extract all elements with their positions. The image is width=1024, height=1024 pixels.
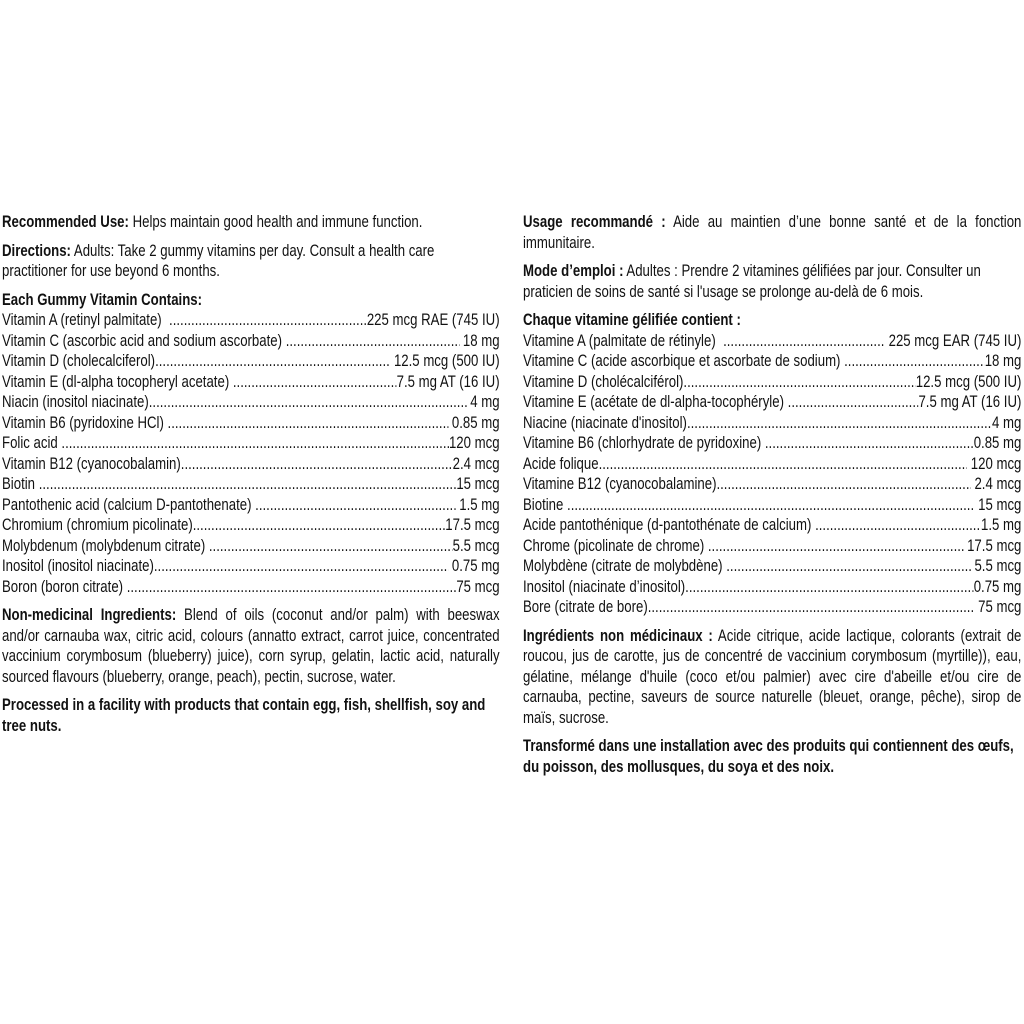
ingredient-row <box>2 413 500 434</box>
ingredient-name: Niacin (inositol niacinate) <box>2 393 149 411</box>
ingredient-row <box>2 454 500 475</box>
ingredient-row <box>523 454 1021 475</box>
ingredient-name: Vitamin C (ascorbic acid and sodium ascorbate) <box>2 331 286 350</box>
ingredient-name: Bore (citrate de bore) <box>523 598 648 616</box>
ingredient-amount: 75 mcg <box>456 577 500 596</box>
ingredient-name: Vitamin E (dl-alpha tocopheryl acetate) <box>2 372 233 391</box>
ingredient-row <box>523 433 1021 454</box>
non-medicinal-ingredients: Non-medicinal Ingredients: Blend of oils (coconut and/or palm) with beeswax and/or carnauba wax, citric acid, colours (annatto extract, carrot juice, concentrated vaccinium corymbosum (blueberry) juice), corn syrup, gelatin, lactic acid, naturally sourced flavours (blueberry, orange, peach), pectin, sucrose, water. <box>2 606 500 686</box>
ingredient-amount: 225 mcg RAE (745 IU) <box>366 311 500 329</box>
leader-dots <box>181 454 453 475</box>
leader-dots <box>193 515 446 536</box>
ingredient-amount: 4 mg <box>466 393 500 411</box>
ingredient-name: Vitamine C (acide ascorbique et ascorbate de sodium) <box>523 352 845 370</box>
ingredient-name: Vitamine A (palmitate de rétinyle) <box>523 331 724 350</box>
ingredient-amount: 7.5 mg AT (16 IU) <box>396 372 500 391</box>
ingredient-row <box>2 577 500 598</box>
contains-heading: Each Gummy Vitamin Contains: <box>2 290 202 309</box>
ingredient-name: Vitamin D (cholecalciferol) <box>2 352 156 370</box>
ingredient-amount: 15 mcg <box>456 475 500 493</box>
leader-dots <box>788 392 919 413</box>
ingredient-name: Vitamin B6 (pyridoxine HCl) <box>2 413 168 432</box>
ingredient-amount: 15 mcg <box>974 495 1022 514</box>
ingredient-name: Biotine <box>523 495 568 514</box>
leader-dots <box>685 577 974 598</box>
ingredient-name: Molybdène (citrate de molybdène) <box>523 557 727 575</box>
ingredient-amount: 5.5 mcg <box>452 536 500 555</box>
ingredient-amount: 120 mcg <box>967 454 1022 473</box>
ingredient-list <box>523 331 1021 618</box>
ingredient-name: Niacine (niacinate d'inositol) <box>523 413 687 432</box>
ingredient-amount: 17.5 mcg <box>963 536 1022 555</box>
ingredient-name: Acide pantothénique (d-pantothénate de calcium) <box>523 516 816 534</box>
directions: Mode d’emploi : Adultes : Prendre 2 vitamines gélifiées par jour. Consulter un praticien de soins de santé si l'usage se prolonge au-delà de 6 mois. <box>523 262 981 301</box>
ingredient-name: Vitamine E (acétate de dl-alpha-tocophéryle) <box>523 393 788 411</box>
leader-dots <box>155 351 390 372</box>
ingredient-amount: 0.75 mg <box>448 557 500 575</box>
leader-dots <box>726 556 971 577</box>
ingredient-name: Inositol (niacinate d’inositol) <box>523 577 686 596</box>
leader-dots <box>765 433 974 454</box>
ingredient-amount: 17.5 mcg <box>445 516 500 534</box>
leader-dots <box>599 454 968 475</box>
contains-heading: Chaque vitamine gélifiée contient : <box>523 311 741 329</box>
ingredient-amount: 75 mcg <box>974 598 1022 616</box>
ingredient-name: Biotin <box>2 475 39 493</box>
leader-dots <box>168 413 449 434</box>
ingredient-list <box>2 310 500 597</box>
ingredient-row <box>2 310 500 331</box>
ingredient-row <box>523 597 1021 618</box>
ingredient-row <box>2 495 500 516</box>
ingredient-row <box>523 495 1021 516</box>
leader-dots <box>149 392 467 413</box>
ingredient-amount: 2.4 mcg <box>970 475 1022 493</box>
ingredient-name: Vitamin A (retinyl palmitate) <box>2 311 170 329</box>
ingredient-name: Folic acid <box>2 434 62 452</box>
leader-dots <box>683 372 915 393</box>
ingredient-amount: 120 mcg <box>448 434 500 452</box>
ingredient-amount: 0.75 mg <box>973 577 1022 596</box>
ingredient-row <box>523 331 1021 352</box>
ingredient-row <box>523 413 1021 434</box>
ingredient-row <box>2 433 500 454</box>
french-column <box>523 212 1021 785</box>
recommended-use: Recommended Use: Helps maintain good health and immune function. <box>2 213 423 231</box>
ingredient-row <box>523 372 1021 393</box>
ingredient-row <box>2 351 500 372</box>
ingredient-amount: 5.5 mcg <box>970 557 1022 575</box>
leader-dots <box>648 597 975 618</box>
ingredient-amount: 0.85 mg <box>448 413 500 432</box>
ingredient-amount: 18 mg <box>459 331 500 350</box>
ingredient-row <box>523 515 1021 536</box>
ingredient-amount: 4 mg <box>992 413 1022 432</box>
ingredient-row <box>2 515 500 536</box>
recommended-use: Usage recommandé : Aide au maintien d’une bonne santé et de la fonction immunitaire. <box>523 213 1022 252</box>
ingredient-name: Acide folique <box>523 454 599 473</box>
ingredient-name: Inositol (inositol niacinate) <box>2 557 154 575</box>
ingredient-name: Vitamin B12 (cyanocobalamin) <box>2 454 181 473</box>
ingredient-name: Molybdenum (molybdenum citrate) <box>2 536 209 555</box>
ingredient-row <box>523 351 1021 372</box>
allergen-statement: Transformé dans une installation avec des produits qui contiennent des œufs, du poisson, des mollusques, du soya et des noix. <box>523 737 1014 776</box>
leader-dots <box>169 310 367 331</box>
leader-dots <box>708 536 964 557</box>
leader-dots <box>233 372 397 393</box>
ingredient-name: Vitamine B6 (chlorhydrate de pyridoxine) <box>523 434 765 452</box>
leader-dots <box>39 474 457 495</box>
ingredient-amount: 12.5 mcg (500 IU) <box>915 372 1022 391</box>
leader-dots <box>255 495 455 516</box>
ingredient-row <box>2 536 500 557</box>
leader-dots <box>723 331 885 352</box>
ingredient-name: Vitamine D (cholécalciférol) <box>523 372 684 391</box>
leader-dots <box>154 556 448 577</box>
leader-dots <box>61 433 449 454</box>
ingredient-row <box>523 556 1021 577</box>
ingredient-name: Chrome (picolinate de chrome) <box>523 536 708 555</box>
allergen-statement: Processed in a facility with products that contain egg, fish, shellfish, soy and tree nuts. <box>2 696 486 735</box>
ingredient-name: Chromium (chromium picolinate) <box>2 516 193 534</box>
ingredient-row <box>2 474 500 495</box>
ingredient-row <box>2 392 500 413</box>
leader-dots <box>844 351 985 372</box>
leader-dots <box>209 536 453 557</box>
ingredient-row <box>523 392 1021 413</box>
ingredient-amount: 2.4 mcg <box>452 454 500 473</box>
ingredient-row <box>2 372 500 393</box>
ingredient-amount: 0.85 mg <box>973 434 1022 452</box>
ingredient-name: Vitamine B12 (cyanocobalamine) <box>523 475 717 493</box>
english-column <box>2 212 500 744</box>
ingredient-amount: 1.5 mg <box>981 516 1022 534</box>
leader-dots <box>815 515 981 536</box>
leader-dots <box>127 577 457 598</box>
ingredient-name: Pantothenic acid (calcium D-pantothenate) <box>2 495 256 514</box>
leader-dots <box>286 331 460 352</box>
non-medicinal-ingredients: Ingrédients non médicinaux : Acide citrique, acide lactique, colorants (extrait de roucou, jus de carotte, jus de concentré de vaccinium corymbosum (myrtille)), eau, gélatine, mélange d'huile (coco et/ou palmier) avec cire d'abeille et/ou cire de carnauba, pectine, saveurs de source naturelle (bleuet, orange, pêche), sirop de maïs, sucrose. <box>523 626 1022 727</box>
ingredient-amount: 225 mcg EAR (745 IU) <box>884 331 1022 350</box>
ingredient-row <box>523 536 1021 557</box>
ingredient-name: Boron (boron citrate) <box>2 577 127 596</box>
ingredient-row <box>2 556 500 577</box>
ingredient-amount: 12.5 mcg (500 IU) <box>390 352 500 370</box>
ingredient-amount: 7.5 mg AT (16 IU) <box>918 393 1022 411</box>
ingredient-amount: 1.5 mg <box>455 495 500 514</box>
ingredient-row <box>2 331 500 352</box>
ingredient-row <box>523 577 1021 598</box>
leader-dots <box>716 474 970 495</box>
ingredient-amount: 18 mg <box>984 352 1022 370</box>
leader-dots <box>687 413 992 434</box>
leader-dots <box>567 495 974 516</box>
ingredient-row <box>523 474 1021 495</box>
directions: Directions: Adults: Take 2 gummy vitamins per day. Consult a health care practitioner for use beyond 6 months. <box>2 241 435 280</box>
